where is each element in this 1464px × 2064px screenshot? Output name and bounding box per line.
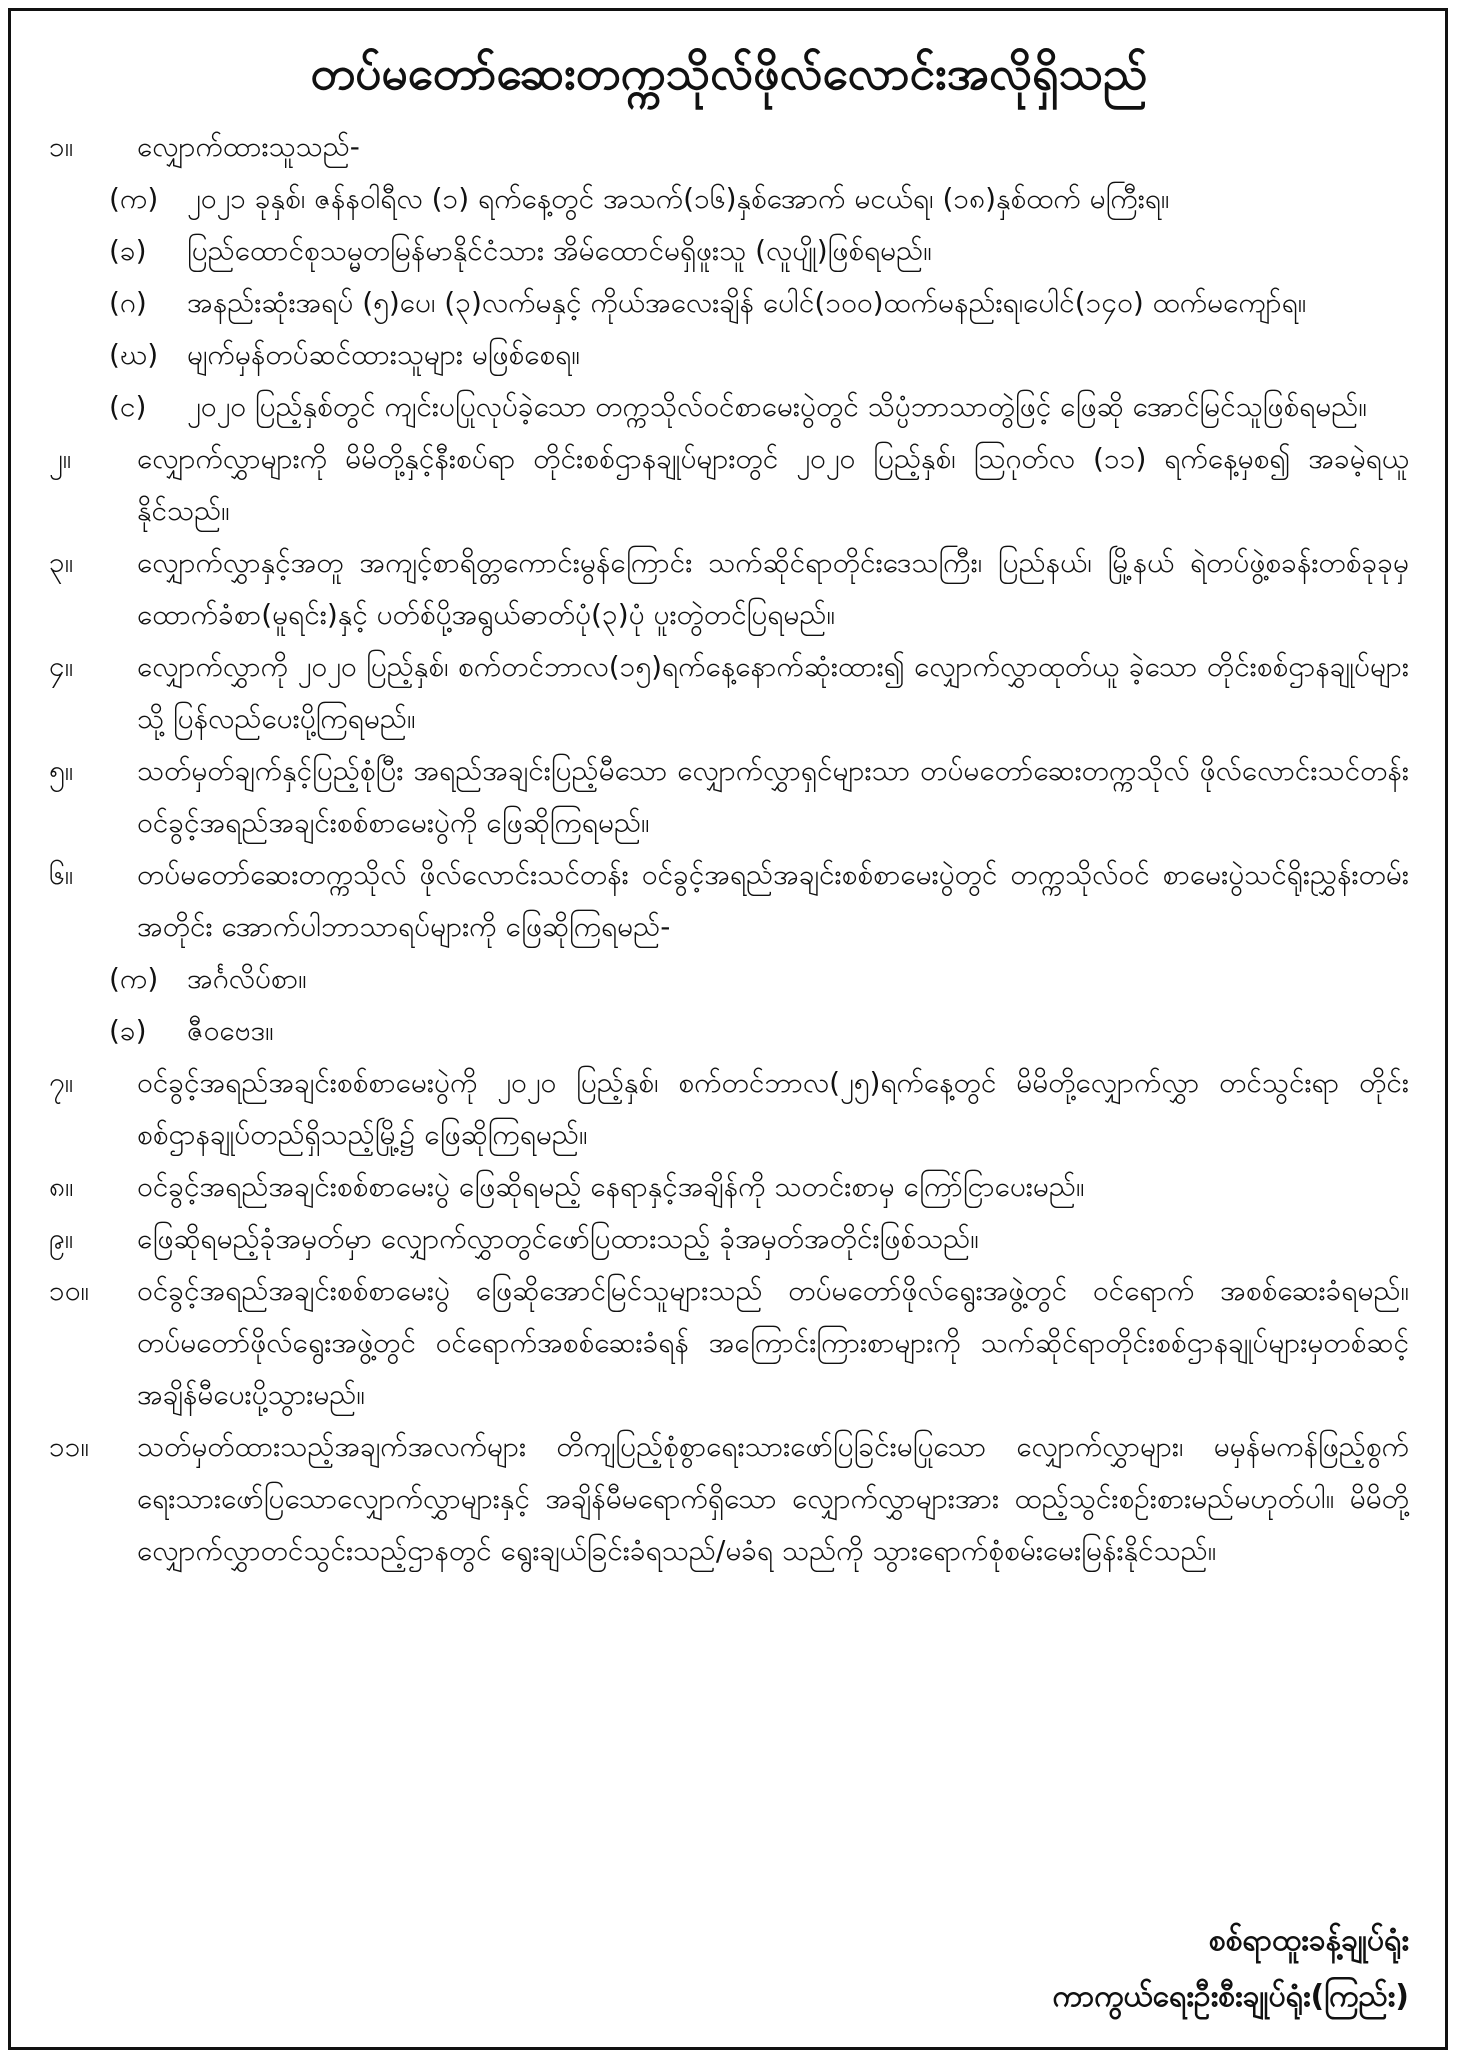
sub-item-text: ၂၀၂၀ ပြည့်နှစ်တွင် ကျင်းပပြုလုပ်ခဲ့သော တက္ကသိုလ်ဝင်စာမေးပွဲတွင် သိပ္ပံဘာသာတွဲဖြင့် ဖြေဆို အောင်မြင်သူဖြစ်ရမည်။ [187, 390, 1367, 423]
item-number: ၆။ [49, 858, 74, 891]
sub-item-1b [109, 225, 1409, 277]
item-number: ၃။ [49, 546, 74, 579]
item-8 [49, 1161, 1409, 1213]
item-text: လျှောက်လွှာနှင့်အတူ အကျင့်စာရိတ္တကောင်းမွန်ကြောင်း သက်ဆိုင်ရာတိုင်းဒေသကြီး၊ ပြည်နယ်၊ မြို့နယ် ရဲတပ်ဖွဲ့စခန်းတစ်ခုခုမှ ထောက်ခံစာ(မူရင်း)နှင့် ပတ်စ်ပို့အရွယ်ဓာတ်ပုံ(၃)ပုံ ပူးတွဲတင်ပြရမည်။ [137, 546, 1409, 631]
sub-item-text: ၂၀၂၁ ခုနှစ်၊ ဇန်နဝါရီလ (၁) ရက်နေ့တွင် အသက်(၁၆)နှစ်အောက် မငယ်ရ၊ (၁၈)နှစ်ထက် မကြီးရ။ [187, 182, 1170, 215]
sub-item-text: မျက်မှန်တပ်ဆင်ထားသူများ မဖြစ်စေရ။ [187, 338, 580, 371]
sub-item-1e [109, 381, 1409, 433]
item-9 [49, 1213, 1409, 1265]
item-1 [49, 121, 1409, 173]
item-text: လျှောက်လွှာကို ၂၀၂၀ ပြည့်နှစ်၊ စက်တင်ဘာလ(၁၅)ရက်နေ့နောက်ဆုံးထား၍ လျှောက်လွှာထုတ်ယူ ခဲ့သော တိုင်းစစ်ဌာနချုပ်များသို့ ပြန်လည်ပေးပို့ကြရမည်။ [137, 650, 1409, 735]
announcement-content [49, 31, 1409, 1577]
item-text: ဝင်ခွင့်အရည်အချင်းစစ်စာမေးပွဲ ဖြေဆိုရမည့် နေရာနှင့်အချိန်ကို သတင်းစာမှ ကြော်ငြာပေးမည်။ [137, 1170, 1085, 1203]
sub-item-number: (ခ) [109, 234, 147, 267]
sub-item-1a [109, 173, 1409, 225]
signature-department: ကာကွယ်ရေးဦးစီးချုပ်ရုံး(ကြည်း) [1052, 1979, 1409, 2014]
sub-item-number: (င) [109, 390, 147, 423]
signature-block [1053, 1913, 1409, 2025]
item-11 [49, 1421, 1409, 1577]
item-3 [49, 537, 1409, 641]
item-number: ၅။ [49, 754, 74, 787]
sub-item-text: အင်္ဂလိပ်စာ။ [187, 962, 307, 995]
sub-item-number: (ဂ) [109, 286, 147, 319]
item-text: ဝင်ခွင့်အရည်အချင်းစစ်စာမေးပွဲကို ၂၀၂၀ ပြည့်နှစ်၊ စက်တင်ဘာလ(၂၅)ရက်နေ့တွင် မိမိတို့လျှောက်လွှာ တင်သွင်းရာ တိုင်းစစ်ဌာနချုပ်တည်ရှိသည့်မြို့၌ ဖြေဆိုကြရမည်။ [137, 1066, 1409, 1151]
item-5 [49, 745, 1409, 849]
announcement-frame [8, 8, 1448, 2050]
sub-item-text: ပြည်ထောင်စုသမ္မတမြန်မာနိုင်ငံသား အိမ်ထောင်မရှိဖူးသူ (လူပျို)ဖြစ်ရမည်။ [187, 234, 932, 267]
sub-item-6a [109, 953, 1409, 1005]
item-2 [49, 433, 1409, 537]
item-number: ၄။ [49, 650, 74, 683]
item-10 [49, 1265, 1409, 1421]
sub-item-1c [109, 277, 1409, 329]
sub-item-number: (ခ) [109, 1014, 147, 1047]
item-number: ၉။ [49, 1222, 74, 1255]
sub-item-number: (ဃ) [109, 338, 159, 371]
sub-item-6b [109, 1005, 1409, 1057]
item-number: ၂။ [49, 442, 72, 475]
item-number: ၁။ [49, 130, 74, 163]
sub-item-number: (က) [109, 962, 159, 995]
announcement-title: တပ်မတော်ဆေးတက္ကသိုလ်ဖိုလ်လောင်းအလိုရှိသည် [310, 46, 1148, 100]
item-number: ၈။ [49, 1170, 74, 1203]
sub-item-text: အနည်းဆုံးအရပ် (၅)ပေ၊ (၃)လက်မနှင့် ကိုယ်အလေးချိန် ပေါင်(၁၀၀)ထက်မနည်းရ၊ပေါင်(၁၄၀) ထက်မကျော်ရ။ [187, 286, 1307, 319]
item-text: လျှောက်လွှာများကို မိမိတို့နှင့်နီးစပ်ရာ တိုင်းစစ်ဌာနချုပ်များတွင် ၂၀၂၀ ပြည့်နှစ်၊ ဩဂုတ်လ (၁၁) ရက်နေ့မှစ၍ အခမဲ့ရယူနိုင်သည်။ [137, 442, 1409, 527]
item-text: တပ်မတော်ဆေးတက္ကသိုလ် ဖိုလ်လောင်းသင်တန်း ဝင်ခွင့်အရည်အချင်းစစ်စာမေးပွဲတွင် တက္ကသိုလ်ဝင် စာမေးပွဲသင်ရိုးညွှန်းတမ်းအတိုင်း အောက်ပါဘာသာရပ်များကို ဖြေဆိုကြရမည်- [137, 858, 1409, 943]
item-number: ၇။ [49, 1066, 74, 1099]
sub-item-1d [109, 329, 1409, 381]
item-7 [49, 1057, 1409, 1161]
item-text: ဖြေဆိုရမည့်ခုံအမှတ်မှာ လျှောက်လွှာတွင်ဖော်ပြထားသည့် ခုံအမှတ်အတိုင်းဖြစ်သည်။ [137, 1222, 979, 1255]
signature-office: စစ်ရာထူးခန့်ချုပ်ရုံး [1208, 1923, 1409, 1958]
item-4 [49, 641, 1409, 745]
sub-item-text: ဇီဝဗေဒ။ [187, 1014, 274, 1047]
sub-item-number: (က) [109, 182, 159, 215]
item-number: ၁၁။ [49, 1430, 89, 1463]
item-text: လျှောက်ထားသူသည်- [137, 130, 360, 163]
item-text: ဝင်ခွင့်အရည်အချင်းစစ်စာမေးပွဲ ဖြေဆိုအောင်မြင်သူများသည် တပ်မတော်ဖိုလ်ရွေးအဖွဲ့တွင် ဝင်ရောက် အစစ်ဆေးခံရမည်။ တပ်မတော်ဖိုလ်ရွေးအဖွဲ့တွင် ဝင်ရောက်အစစ်ဆေးခံရန် အကြောင်းကြားစာများကို သက်ဆိုင်ရာတိုင်းစစ်ဌာနချုပ်များမှတစ်ဆင့် အချိန်မီပေးပို့သွားမည်။ [137, 1274, 1409, 1411]
item-text: သတ်မှတ်ထားသည့်အချက်အလက်များ တိကျပြည့်စုံစွာရေးသားဖော်ပြခြင်းမပြုသော လျှောက်လွှာများ၊ မမှန်မကန်ဖြည့်စွက်ရေးသားဖော်ပြသောလျှောက်လွှာများနှင့် အချိန်မီမရောက်ရှိသော လျှောက်လွှာများအား ထည့်သွင်းစဉ်းစားမည်မဟုတ်ပါ။ မိမိတို့ လျှောက်လွှာတင်သွင်းသည့်ဌာနတွင် ရွေးချယ်ခြင်းခံရသည်/မခံရ သည်ကို သွားရောက်စုံစမ်းမေးမြန်းနိုင်သည်။ [137, 1430, 1409, 1567]
item-6 [49, 849, 1409, 953]
item-number: ၁၀။ [49, 1274, 89, 1307]
item-text: သတ်မှတ်ချက်နှင့်ပြည့်စုံပြီး အရည်အချင်းပြည့်မီသော လျှောက်လွှာရှင်များသာ တပ်မတော်ဆေးတက္ကသိုလ် ဖိုလ်လောင်းသင်တန်း ဝင်ခွင့်အရည်အချင်းစစ်စာမေးပွဲကို ဖြေဆိုကြရမည်။ [137, 754, 1409, 839]
